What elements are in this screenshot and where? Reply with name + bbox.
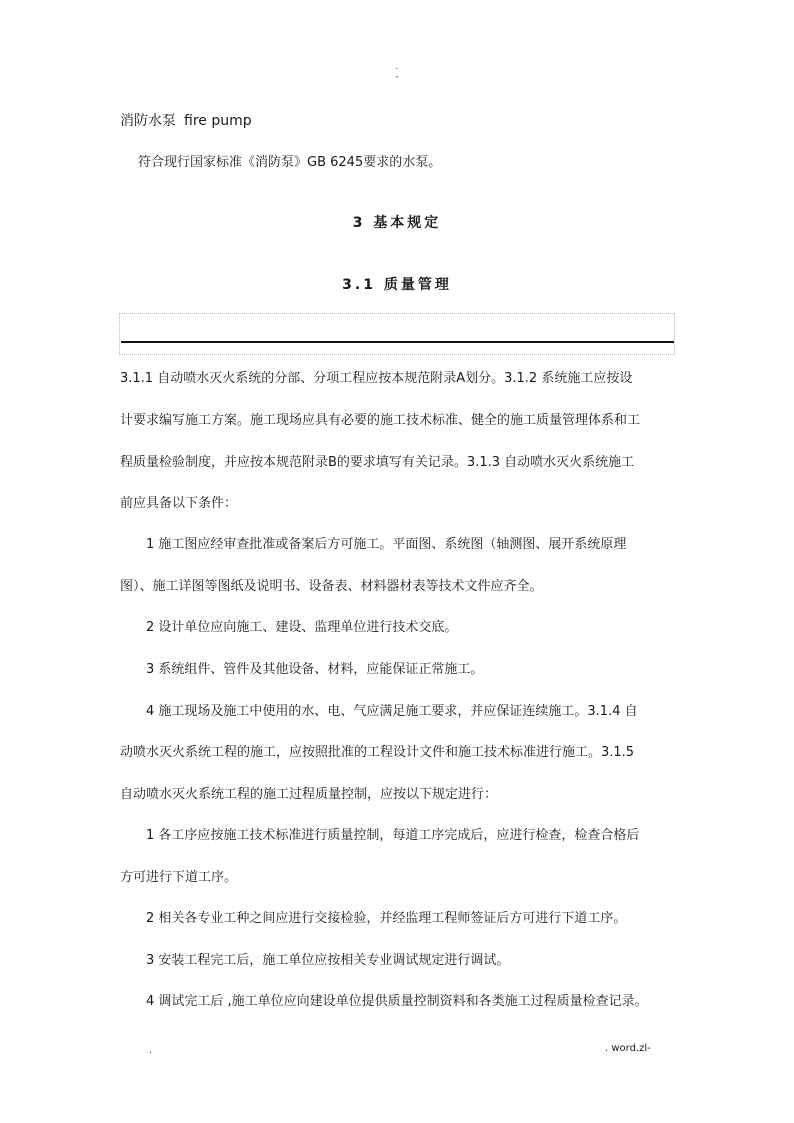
term-english: fire pump: [184, 113, 252, 129]
body-line: 计要求编写施工方案。施工现场应具有必要的施工技术标准、健全的施工质量管理体系和工: [120, 413, 641, 428]
body-line: 方可进行下道工序。: [120, 870, 238, 885]
chapter-heading: 3 基本规定: [352, 215, 442, 231]
section-heading: 3.1 质量管理: [342, 277, 452, 293]
term-definition: 符合现行国家标准《消防泵》GB 6245要求的水泵。: [138, 155, 442, 170]
body-line: 自动喷水灭火系统工程的施工过程质量控制，应按以下规定进行：: [120, 787, 498, 802]
list-item: 1 施工图应经审查批准或备案后方可施工。平面图、系统图（轴测图、展开系统原理: [146, 537, 627, 552]
body-line: 3.1.1 自动喷水灭火系统的分部、分项工程应按本规范附录A划分。3.1.2 系统施工应按设: [120, 371, 633, 386]
table-frame: [119, 313, 675, 355]
list-item: 4 施工现场及施工中使用的水、电、气应满足施工要求，并应保证连续施工。3.1.4 自: [146, 704, 638, 719]
term-entry: [120, 110, 252, 130]
term-chinese: 消防水泵: [120, 113, 176, 129]
footer-source-label: . word.zl-: [605, 1043, 651, 1054]
footer-left-mark: .: [149, 1046, 152, 1056]
list-item: 2 设计单位应向施工、建设、监理单位进行技术交底。: [146, 620, 458, 635]
page-header-mark: [392, 62, 402, 82]
body-line: 前应具备以下条件：: [120, 496, 238, 511]
list-item: 3 系统组件、管件及其他设备、材料，应能保证正常施工。: [146, 662, 484, 677]
list-item: 4 调试完工后 ,施工单位应向建设单位提供质量控制资料和各类施工过程质量检查记录。: [146, 994, 648, 1009]
body-line: 图）、施工详图等图纸及说明书、设备表、材料器材表等技术文件应齐全。: [120, 579, 543, 594]
horizontal-rule: [121, 341, 674, 343]
list-item: 1 各工序应按施工技术标准进行质量控制，每道工序完成后，应进行检查，检查合格后: [146, 828, 640, 843]
body-line: 动喷水灭火系统工程的施工，应按照批准的工程设计文件和施工技术标准进行施工。3.1.5: [120, 745, 635, 760]
body-line: 程质量检验制度，并应按本规范附录B的要求填写有关记录。3.1.3 自动喷水灭火系统施工: [120, 455, 635, 470]
list-item: 3 安装工程完工后，施工单位应按相关专业调试规定进行调试。: [146, 953, 510, 968]
header-mark-dash: -: [395, 72, 399, 82]
list-item: 2 相关各专业工种之间应进行交接检验，并经监理工程师签证后方可进行下道工序。: [146, 911, 627, 926]
header-mark-dot: .: [395, 62, 399, 72]
